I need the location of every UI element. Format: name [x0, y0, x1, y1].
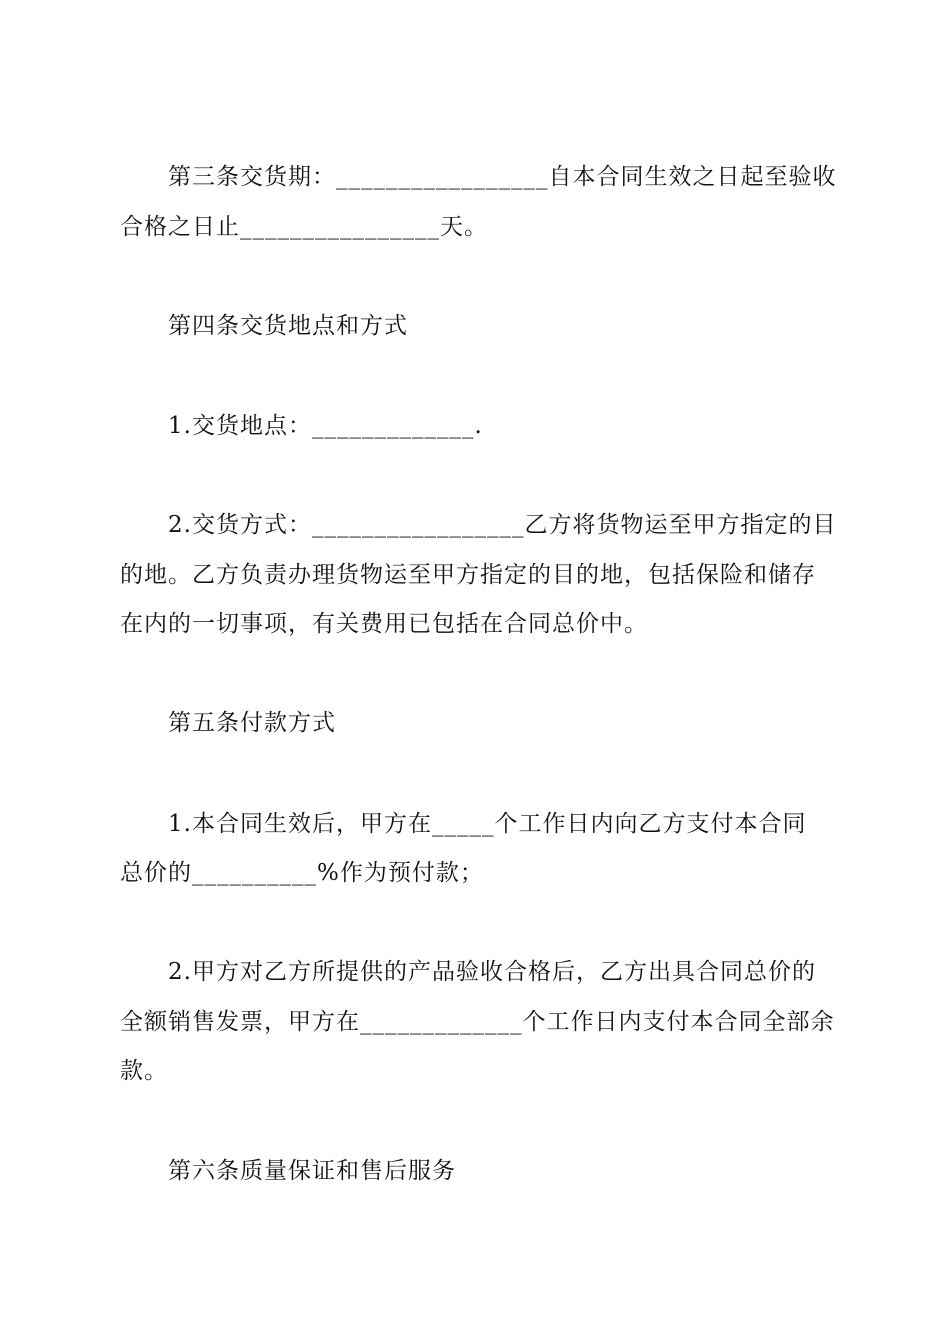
delivery-method-line-1: 2.交货方式：_________________乙方将货物运至甲方指定的目: [168, 512, 837, 538]
payment-item-1-line-2: 总价的__________%作为预付款；: [120, 860, 484, 886]
clause-3-delivery-period-line-2: 合格之日止________________天。: [120, 214, 488, 240]
clause-5-heading: 第五条付款方式: [168, 710, 336, 736]
payment-item-1-line-1: 1.本合同生效后，甲方在_____个工作日内向乙方支付本合同: [168, 811, 807, 837]
delivery-method-line-3: 在内的一切事项，有关费用已包括在合同总价中。: [120, 611, 648, 637]
clause-6-heading: 第六条质量保证和售后服务: [168, 1158, 456, 1184]
clause-3-delivery-period-line-1: 第三条交货期：_________________自本合同生效之日起至验收: [168, 164, 837, 190]
payment-item-2-line-3: 款。: [120, 1058, 168, 1084]
delivery-method-line-2: 的地。乙方负责办理货物运至甲方指定的目的地，包括保险和储存: [120, 562, 816, 588]
payment-item-2-line-2: 全额销售发票，甲方在_____________个工作日内支付本合同全部余: [120, 1009, 835, 1035]
payment-item-2-line-1: 2.甲方对乙方所提供的产品验收合格后，乙方出具合同总价的: [168, 959, 816, 985]
delivery-location-line: 1.交货地点：_____________.: [168, 413, 483, 439]
clause-4-heading: 第四条交货地点和方式: [168, 313, 408, 339]
